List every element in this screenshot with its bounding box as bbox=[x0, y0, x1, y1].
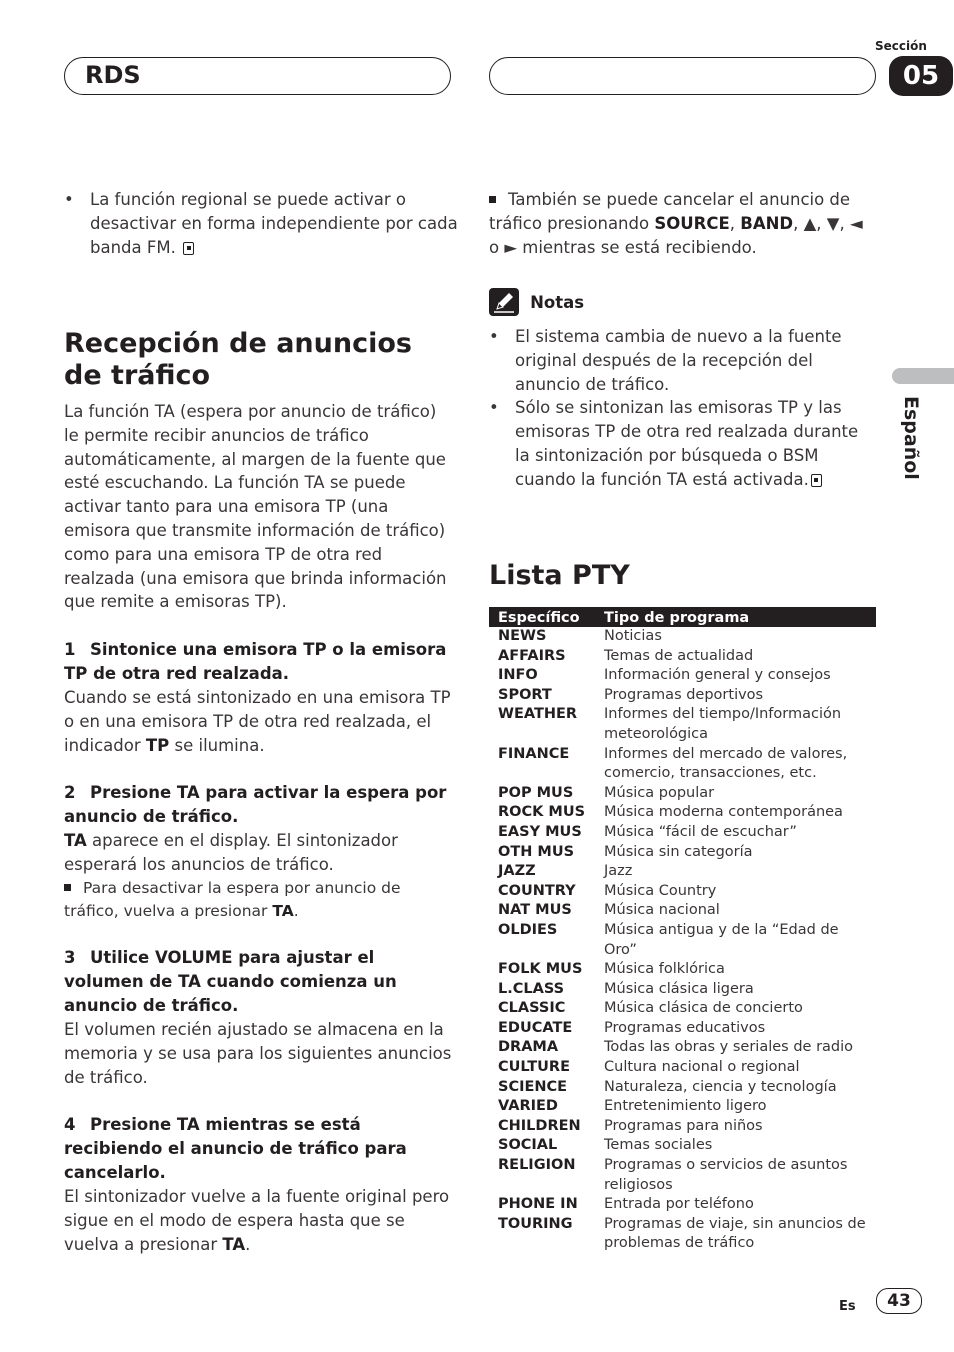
end-mark-icon bbox=[811, 474, 822, 487]
pty-type-cell: Cultura nacional o regional bbox=[604, 1059, 800, 1076]
table-row bbox=[489, 1038, 876, 1058]
step-2-title: 2 Presione TA para activar la espera por anuncio de tráfico. bbox=[64, 783, 447, 826]
step-4-title: 4 Presione TA mientras se está recibiendo el anuncio de tráfico para cancelarlo. bbox=[64, 1115, 407, 1182]
pty-type-cell: Música sin categoría bbox=[604, 843, 753, 860]
note-square-icon bbox=[64, 884, 71, 891]
note-square-icon bbox=[489, 196, 496, 203]
step-4-text: El sintonizador vuelve a la fuente original pero sigue en el modo de espera hasta que se vuelva a presionar TA. bbox=[64, 1187, 450, 1254]
pty-type-cell: Programas deportivos bbox=[604, 686, 764, 703]
pty-code-cell: CULTURE bbox=[498, 1059, 570, 1076]
notes-title: Notas bbox=[530, 292, 585, 312]
pty-code-cell: PHONE IN bbox=[498, 1196, 578, 1213]
table-row bbox=[489, 1019, 876, 1039]
pty-type-cell: Música clásica de concierto bbox=[604, 1000, 803, 1017]
pty-type-cell: Música Country bbox=[604, 882, 717, 899]
pty-type-cell: Música clásica ligera bbox=[604, 980, 754, 997]
section-label: Sección bbox=[875, 39, 927, 53]
step-1-title: 1 Sintonice una emisora TP o la emisora TP de otra red realzada. bbox=[64, 640, 447, 683]
table-row bbox=[489, 980, 876, 1000]
bullet-dot: • bbox=[64, 190, 74, 209]
step-4 bbox=[64, 1113, 454, 1256]
pty-type-cell: Programas para niños bbox=[604, 1117, 763, 1134]
footer-lang-code: Es bbox=[839, 1299, 856, 1314]
pty-type-cell: Música popular bbox=[604, 784, 715, 801]
table-row bbox=[489, 1117, 876, 1137]
pty-code-cell: OTH MUS bbox=[498, 843, 575, 860]
pty-type-cell: Todas las obras y seriales de radio bbox=[604, 1039, 854, 1056]
pencil-icon bbox=[489, 288, 519, 316]
table-row bbox=[489, 666, 876, 686]
pty-type-cell: Programas o servicios de asuntos religiosos bbox=[604, 1157, 848, 1193]
table-row bbox=[489, 1215, 876, 1254]
pty-code-cell: VARIED bbox=[498, 1098, 558, 1115]
list-item: • Sólo se sintonizan las emisoras TP y las emisoras TP de otra red realzada durante la sintonización por búsqueda o BSM cuando la función TA está activada. bbox=[489, 398, 859, 489]
step-2-note: Para desactivar la espera por anuncio de tráfico, vuelva a presionar TA. bbox=[64, 878, 401, 921]
step-3 bbox=[64, 946, 454, 1089]
pty-type-cell: Información general y consejos bbox=[604, 667, 831, 684]
step-1 bbox=[64, 638, 454, 757]
pty-code-cell: NAT MUS bbox=[498, 902, 572, 919]
header-title: RDS bbox=[85, 61, 141, 89]
table-row bbox=[489, 823, 876, 843]
pty-code-cell: SOCIAL bbox=[498, 1137, 558, 1154]
intro-bullet-text: La función regional se puede activar o desactivar en forma independiente por cada banda FM. bbox=[90, 190, 458, 257]
traffic-paragraph: La función TA (espera por anuncio de tráfico) le permite recibir anuncios de tráfico automáticamente, al margen de la fuente que esté escuchando. La función TA se puede activar tanto para una emisora TP (una emisora que transmite información de tráfico) como para una emisora TP de otra red realzada (una emisora que brinda información que remite a emisoras TP). bbox=[64, 402, 447, 612]
pty-type-cell: Música antigua y de la “Edad de Oro” bbox=[604, 921, 839, 958]
pty-code-cell: L.CLASS bbox=[498, 980, 565, 997]
pty-table-body bbox=[489, 627, 876, 1254]
step-2-text: TA aparece en el display. El sintonizador esperará los anuncios de tráfico. bbox=[64, 831, 398, 874]
pty-type-cell: Entretenimiento ligero bbox=[604, 1098, 767, 1115]
table-header-row bbox=[489, 607, 876, 627]
pty-table-wrap bbox=[489, 607, 876, 1254]
pty-type-cell: Música folklórica bbox=[604, 961, 725, 978]
table-row bbox=[489, 1195, 876, 1215]
intro-bullet bbox=[64, 188, 478, 259]
pty-code-cell: OLDIES bbox=[498, 921, 558, 938]
table-row bbox=[489, 705, 876, 744]
pty-type-cell: Música moderna contemporánea bbox=[604, 804, 843, 821]
pty-code-cell: CHILDREN bbox=[498, 1117, 581, 1134]
pty-table bbox=[489, 607, 876, 1254]
section-heading-pty bbox=[489, 560, 630, 592]
list-item: • El sistema cambia de nuevo a la fuente original después de la recepción del anuncio de tráfico. bbox=[489, 327, 842, 394]
pty-type-cell: Música nacional bbox=[604, 902, 720, 919]
notes-list bbox=[489, 325, 875, 492]
table-row bbox=[489, 921, 876, 960]
pty-code-cell: NEWS bbox=[498, 628, 547, 644]
pty-type-cell: Noticias bbox=[604, 628, 662, 644]
pty-type-cell: Informes del tiempo/Información meteorológica bbox=[604, 706, 842, 742]
step-3-title: 3 Utilice VOLUME para ajustar el volumen de TA cuando comienza un anuncio de tráfico. bbox=[64, 948, 397, 1015]
pty-code-cell: AFFAIRS bbox=[498, 647, 566, 664]
pty-code-cell: FOLK MUS bbox=[498, 961, 583, 978]
section-number: 05 bbox=[889, 56, 953, 96]
table-row bbox=[489, 901, 876, 921]
step-2 bbox=[64, 781, 454, 924]
language-tab-marker bbox=[892, 368, 954, 384]
table-row bbox=[489, 843, 876, 863]
pty-type-cell: Naturaleza, ciencia y tecnología bbox=[604, 1078, 837, 1095]
table-row bbox=[489, 627, 876, 647]
notes-header bbox=[489, 288, 584, 316]
table-row bbox=[489, 647, 876, 667]
cancel-note: También se puede cancelar el anuncio de tráfico presionando SOURCE, BAND, ▲, ▼, ◄ o ► mientras se está recibiendo. bbox=[489, 190, 863, 257]
pty-heading: Lista PTY bbox=[489, 560, 630, 591]
language-label: Español bbox=[900, 396, 922, 480]
table-row bbox=[489, 784, 876, 804]
pty-type-cell: Entrada por teléfono bbox=[604, 1196, 754, 1213]
page-number: 43 bbox=[876, 1288, 922, 1314]
pty-type-cell: Temas sociales bbox=[604, 1137, 713, 1154]
pty-type-cell: Programas educativos bbox=[604, 1019, 766, 1036]
pty-code-cell: ROCK MUS bbox=[498, 804, 586, 821]
pty-code-cell: POP MUS bbox=[498, 784, 574, 801]
pty-code-cell: CLASSIC bbox=[498, 1000, 566, 1017]
pty-code-cell: EASY MUS bbox=[498, 823, 582, 840]
table-row bbox=[489, 882, 876, 902]
table-row bbox=[489, 862, 876, 882]
table-row bbox=[489, 1136, 876, 1156]
pty-type-cell: Informes del mercado de valores, comercio, transacciones, etc. bbox=[604, 745, 848, 782]
step-1-text: Cuando se está sintonizado en una emisora TP o en una emisora TP de otra red realzada, el indicador TP se ilumina. bbox=[64, 688, 451, 755]
pty-code-cell: RELIGION bbox=[498, 1157, 576, 1174]
pty-type-cell: Música “fácil de escuchar” bbox=[604, 823, 797, 840]
table-row bbox=[489, 745, 876, 784]
pty-code-cell: EDUCATE bbox=[498, 1019, 573, 1036]
pty-code-cell: SPORT bbox=[498, 686, 552, 703]
table-row bbox=[489, 1058, 876, 1078]
table-row bbox=[489, 803, 876, 823]
table-row bbox=[489, 1078, 876, 1098]
pty-type-cell: Jazz bbox=[604, 863, 633, 880]
end-mark-icon bbox=[183, 242, 194, 255]
pty-code-cell: FINANCE bbox=[498, 745, 570, 762]
column-header: Tipo de programa bbox=[604, 607, 876, 627]
table-row bbox=[489, 1156, 876, 1195]
table-row bbox=[489, 960, 876, 980]
pty-type-cell: Programas de viaje, sin anuncios de problemas de tráfico bbox=[604, 1215, 866, 1252]
pty-code-cell: COUNTRY bbox=[498, 882, 576, 899]
header-left-pill bbox=[64, 57, 451, 95]
pty-code-cell: WEATHER bbox=[498, 706, 578, 723]
pty-code-cell: INFO bbox=[498, 667, 538, 684]
pty-code-cell: TOURING bbox=[498, 1215, 573, 1232]
step-3-text: El volumen recién ajustado se almacena en la memoria y se usa para los siguientes anuncios de tráfico. bbox=[64, 1020, 452, 1087]
column-header: Específico bbox=[489, 607, 604, 627]
pty-code-cell: JAZZ bbox=[498, 863, 536, 880]
pty-code-cell: SCIENCE bbox=[498, 1078, 568, 1095]
header-right-pill bbox=[489, 57, 876, 95]
table-row bbox=[489, 1097, 876, 1117]
pty-code-cell: DRAMA bbox=[498, 1039, 559, 1056]
section-heading-traffic bbox=[64, 328, 454, 392]
traffic-heading: Recepción de anuncios de tráfico bbox=[64, 328, 412, 391]
pty-type-cell: Temas de actualidad bbox=[604, 647, 754, 664]
table-row bbox=[489, 999, 876, 1019]
table-row bbox=[489, 686, 876, 706]
